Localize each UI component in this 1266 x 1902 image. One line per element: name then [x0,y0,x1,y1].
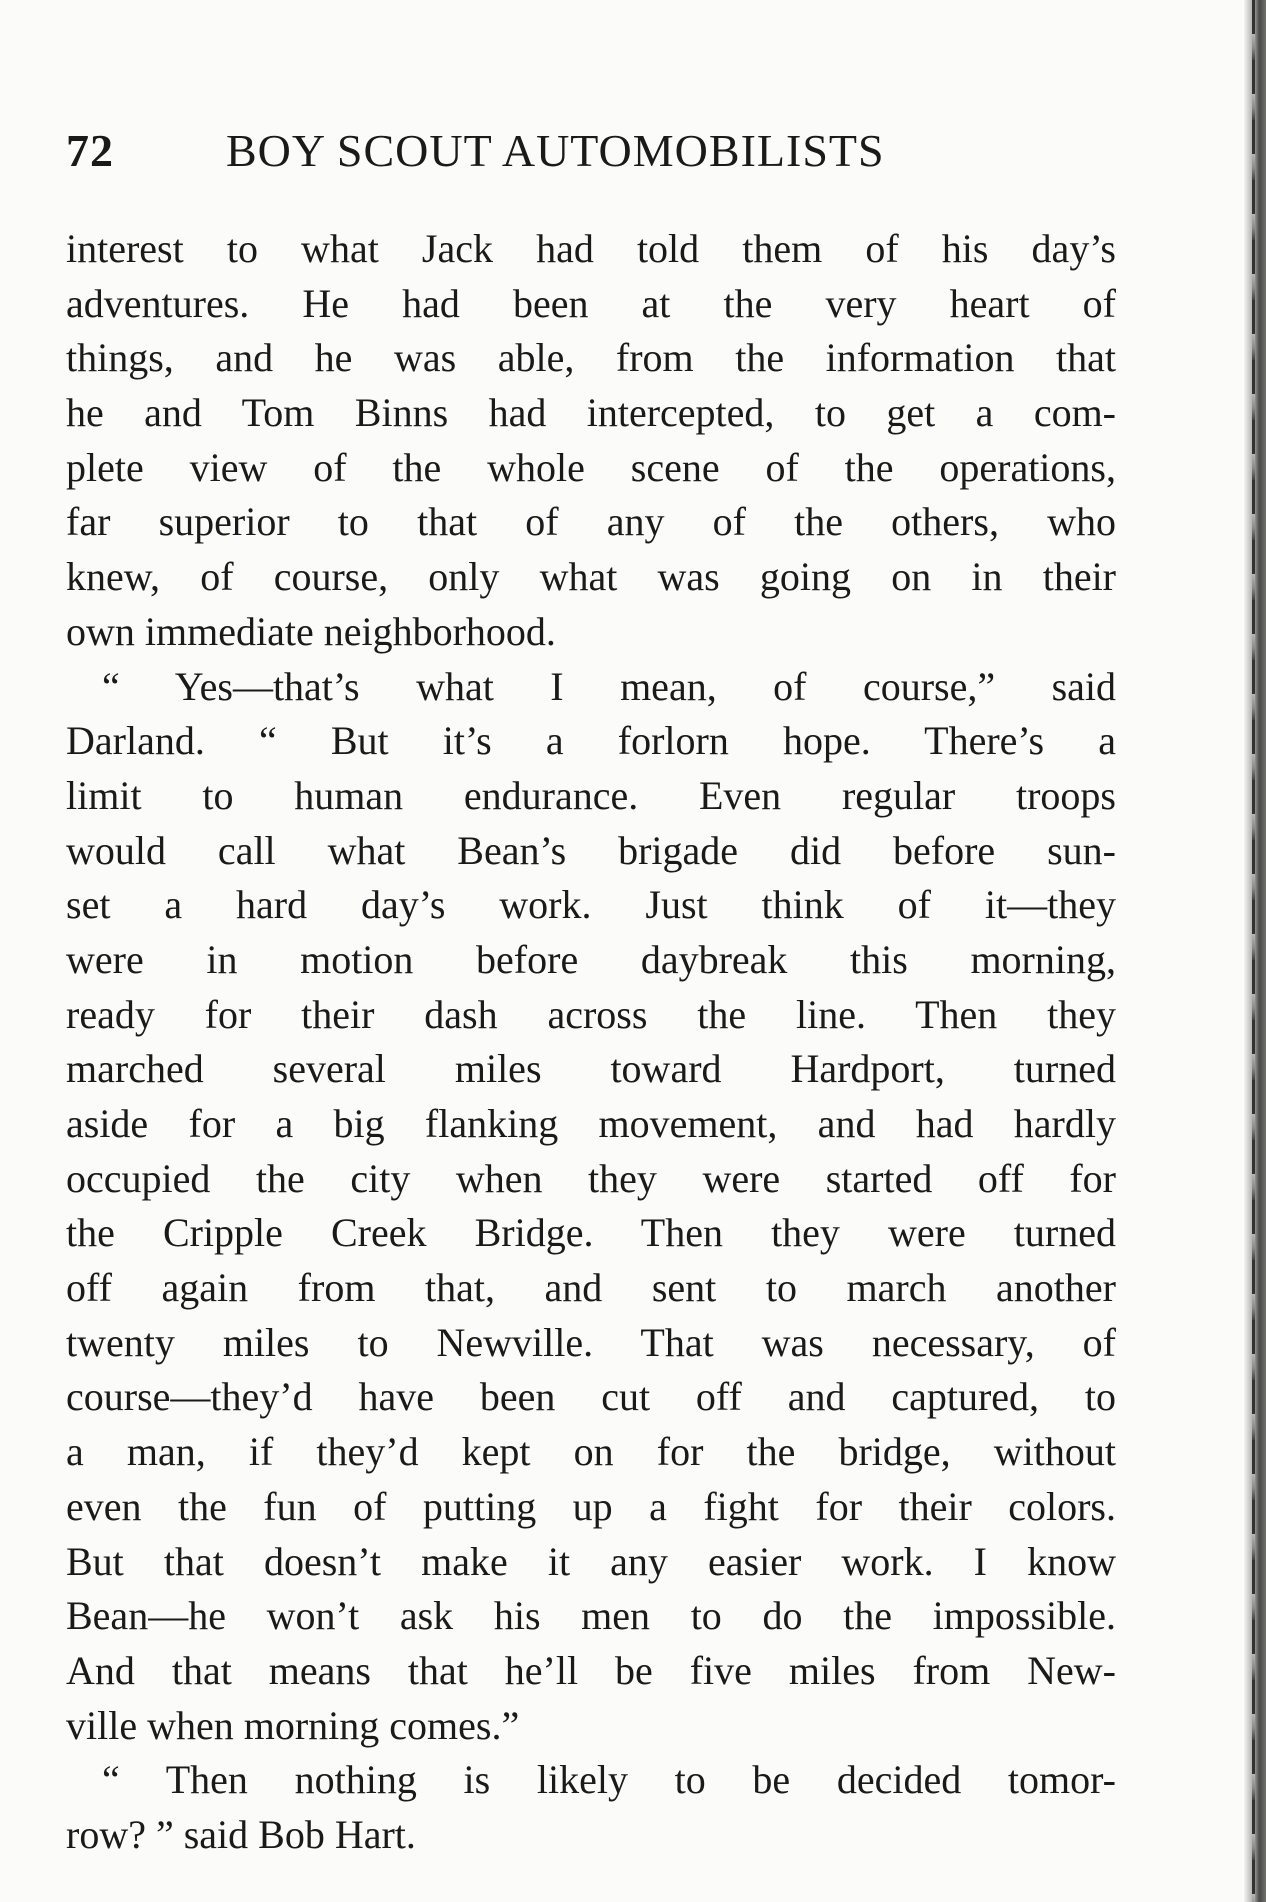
text-line: ville when morning comes.” [66,1702,520,1748]
text-line: interest to what Jack had told them of his day’s [66,226,1116,271]
text-line: ready for their dash across the line. Then they [66,991,1116,1037]
page-number: 72 [66,125,114,176]
text-line: plete view of the whole scene of the operations, [66,444,1116,490]
text-line: And that means that he’ll be five miles from New- [66,1647,1116,1693]
running-head: BOY SCOUT AUTOMOBILISTS [226,125,885,176]
paragraph [66,660,1116,1754]
text-line: course—they’d have been cut off and captured, to [66,1374,1116,1420]
text-line: the Cripple Creek Bridge. Then they were turned [66,1210,1116,1256]
text-line: “ Yes—that’s what I mean, of course,” said [102,663,1116,709]
paragraph [66,1753,1116,1862]
text-line: off again from that, and sent to march another [66,1265,1116,1311]
text-line: were in motion before daybreak this morning, [66,936,1116,982]
text-line: adventures. He had been at the very heart of [66,280,1116,326]
text-line: far superior to that of any of the others, who [66,499,1116,545]
text-line: occupied the city when they were started off for [66,1155,1116,1201]
text-line: “ Then nothing is likely to be decided tomor- [102,1757,1116,1803]
text-line: a man, if they’d kept on for the bridge, without [66,1429,1116,1475]
paragraph [66,222,1116,660]
page-header [66,124,1116,184]
text-line: Darland. “ But it’s a forlorn hope. There’s a [66,718,1116,764]
text-line: own immediate neighborhood. [66,608,556,654]
text-line: knew, of course, only what was going on in their [66,554,1116,600]
body-text [66,222,1116,1863]
text-line: set a hard day’s work. Just think of it—they [66,882,1116,928]
text-line: even the fun of putting up a fight for their colors. [66,1483,1116,1529]
text-line: would call what Bean’s brigade did before sun- [66,827,1116,873]
text-line: things, and he was able, from the information that [66,335,1116,381]
page-binding-edge [1244,0,1266,1902]
text-line: twenty miles to Newville. That was necessary, of [66,1319,1116,1365]
text-line: Bean—he won’t ask his men to do the impossible. [66,1593,1116,1639]
text-line: he and Tom Binns had intercepted, to get a com- [66,390,1116,436]
text-line: aside for a big flanking movement, and had hardly [66,1101,1116,1146]
text-line: limit to human endurance. Even regular troops [66,772,1116,818]
text-line: But that doesn’t make it any easier work. I know [66,1538,1116,1584]
text-line: row? ” said Bob Hart. [66,1811,416,1857]
text-line: marched several miles toward Hardport, turned [66,1046,1116,1092]
